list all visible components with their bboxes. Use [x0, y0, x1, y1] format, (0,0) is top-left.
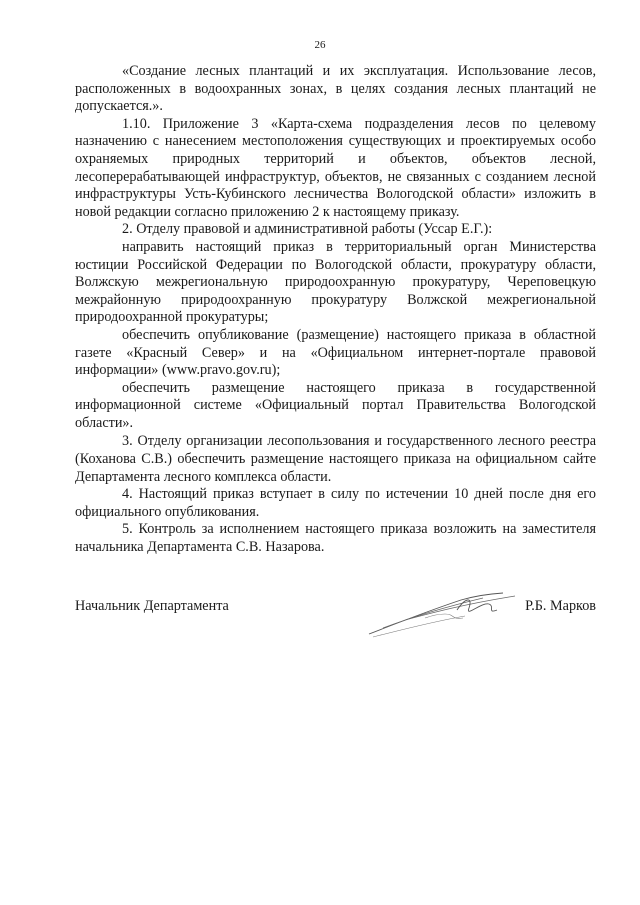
paragraph-5: 5. Контроль за исполнением настоящего приказа возложить на заместителя начальника Департамента С.В. Назарова. — [75, 521, 596, 556]
handwritten-signature — [365, 590, 525, 640]
paragraph-4: 4. Настоящий приказ вступает в силу по истечении 10 дней после дня его официального опубликования. — [75, 486, 596, 520]
paragraph-quote-end: «Создание лесных плантаций и их эксплуатация. Использование лесов, расположенных в водоохранных зонах, в целях создания лесных плантаций не допускается.». — [75, 63, 596, 115]
paragraph-2: 2. Отделу правовой и административной работы (Уссар Е.Г.): — [122, 221, 493, 238]
signature-block — [75, 598, 596, 658]
document-body — [75, 63, 596, 557]
paragraph-1-10: 1.10. Приложение 3 «Карта-схема подразделения лесов по целевому назначению с нанесением местоположения существующих и проектируемых особо охраняемых природных территорий и объектов, объектов лесной, лесоперерабатывающей инфраструктур, объектов, не связанных с созданием лесной инфраструктуры Усть-Кубинского лесничества Вологодской области» изложить в новой редакции согласно приложению 2 к настоящему приказу. — [75, 115, 596, 220]
signatory-name: Р.Б. Марков — [525, 598, 596, 614]
paragraph-2-send: направить настоящий приказ в территориальный орган Министерства юстиции Российской Федерации по Вологодской области, прокуратуру области, Волжскую межрегиональную природоохранную прокуратуру, Череповецкую межрайонную природоохранную прокуратуру Волжской межрегиональной природоохранной прокуратуры; — [75, 238, 596, 326]
page-number: 26 — [314, 39, 326, 51]
paragraph-3: 3. Отделу организации лесопользования и государственного лесного реестра (Коханова С.В.) обеспечить размещение настоящего приказа на официальном сайте Департамента лесного комплекса области. — [75, 433, 596, 485]
paragraph-2-publish: обеспечить опубликование (размещение) настоящего приказа в областной газете «Красный Север» и на «Официальном интернет-портале правовой информации» (www.pravo.gov.ru); — [75, 326, 596, 379]
paragraph-2-portal: обеспечить размещение настоящего приказа в государственной информационной системе «Официальный портал Правительства Вологодской области». — [75, 379, 596, 431]
signatory-title: Начальник Департамента — [75, 598, 229, 614]
